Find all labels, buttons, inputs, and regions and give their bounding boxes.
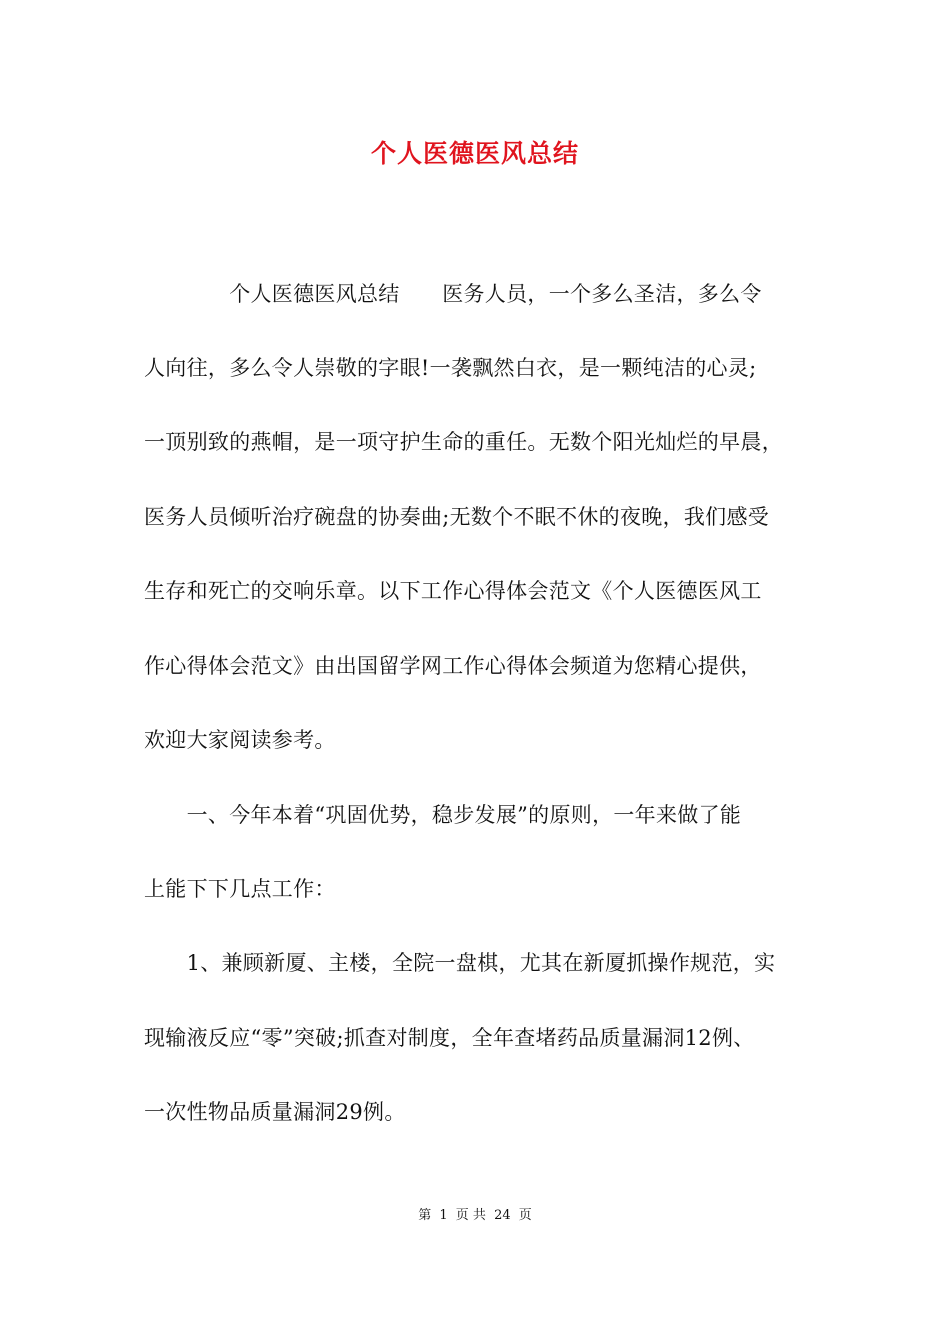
footer-middle: 页 共 [455, 1208, 486, 1223]
body-line: 上能下下几点工作： [144, 877, 336, 901]
footer-current-page: 1 [439, 1208, 448, 1223]
document-title: 个人医德医风总结 [370, 139, 579, 168]
body-line: 一次性物品质量漏洞29例。 [144, 1100, 406, 1124]
body-line: 人向往，多么令人崇敬的字眼!一袭飘然白衣，是一颗纯洁的心灵; [144, 356, 757, 380]
body-line: 一、今年本着“巩固优势，稳步发展”的原则，一年来做了能 [144, 803, 742, 827]
body-line: 一顶别致的燕帽，是一项守护生命的重任。无数个阳光灿烂的早晨， [144, 430, 783, 454]
body-line: 个人医德医风总结 医务人员，一个多么圣洁，多么令 [144, 282, 762, 306]
page-footer [0, 1207, 950, 1225]
body-line: 1、兼顾新厦、主楼，全院一盘棋，尤其在新厦抓操作规范，实 [144, 951, 776, 975]
footer-prefix: 第 [418, 1208, 432, 1223]
body-line: 作心得体会范文》由出国留学网工作心得体会频道为您精心提供， [144, 654, 762, 678]
body-line: 欢迎大家阅读参考。 [144, 728, 336, 752]
body-line: 生存和死亡的交响乐章。以下工作心得体会范文《个人医德医风工 [144, 579, 762, 603]
body-line: 现输液反应“零”突破;抓查对制度，全年查堵药品质量漏洞12例、 [144, 1026, 755, 1050]
body-line: 医务人员倾听治疗碗盘的协奏曲;无数个不眠不休的夜晚，我们感受 [144, 505, 770, 529]
footer-suffix: 页 [518, 1208, 532, 1223]
footer-total-pages: 24 [494, 1208, 511, 1223]
